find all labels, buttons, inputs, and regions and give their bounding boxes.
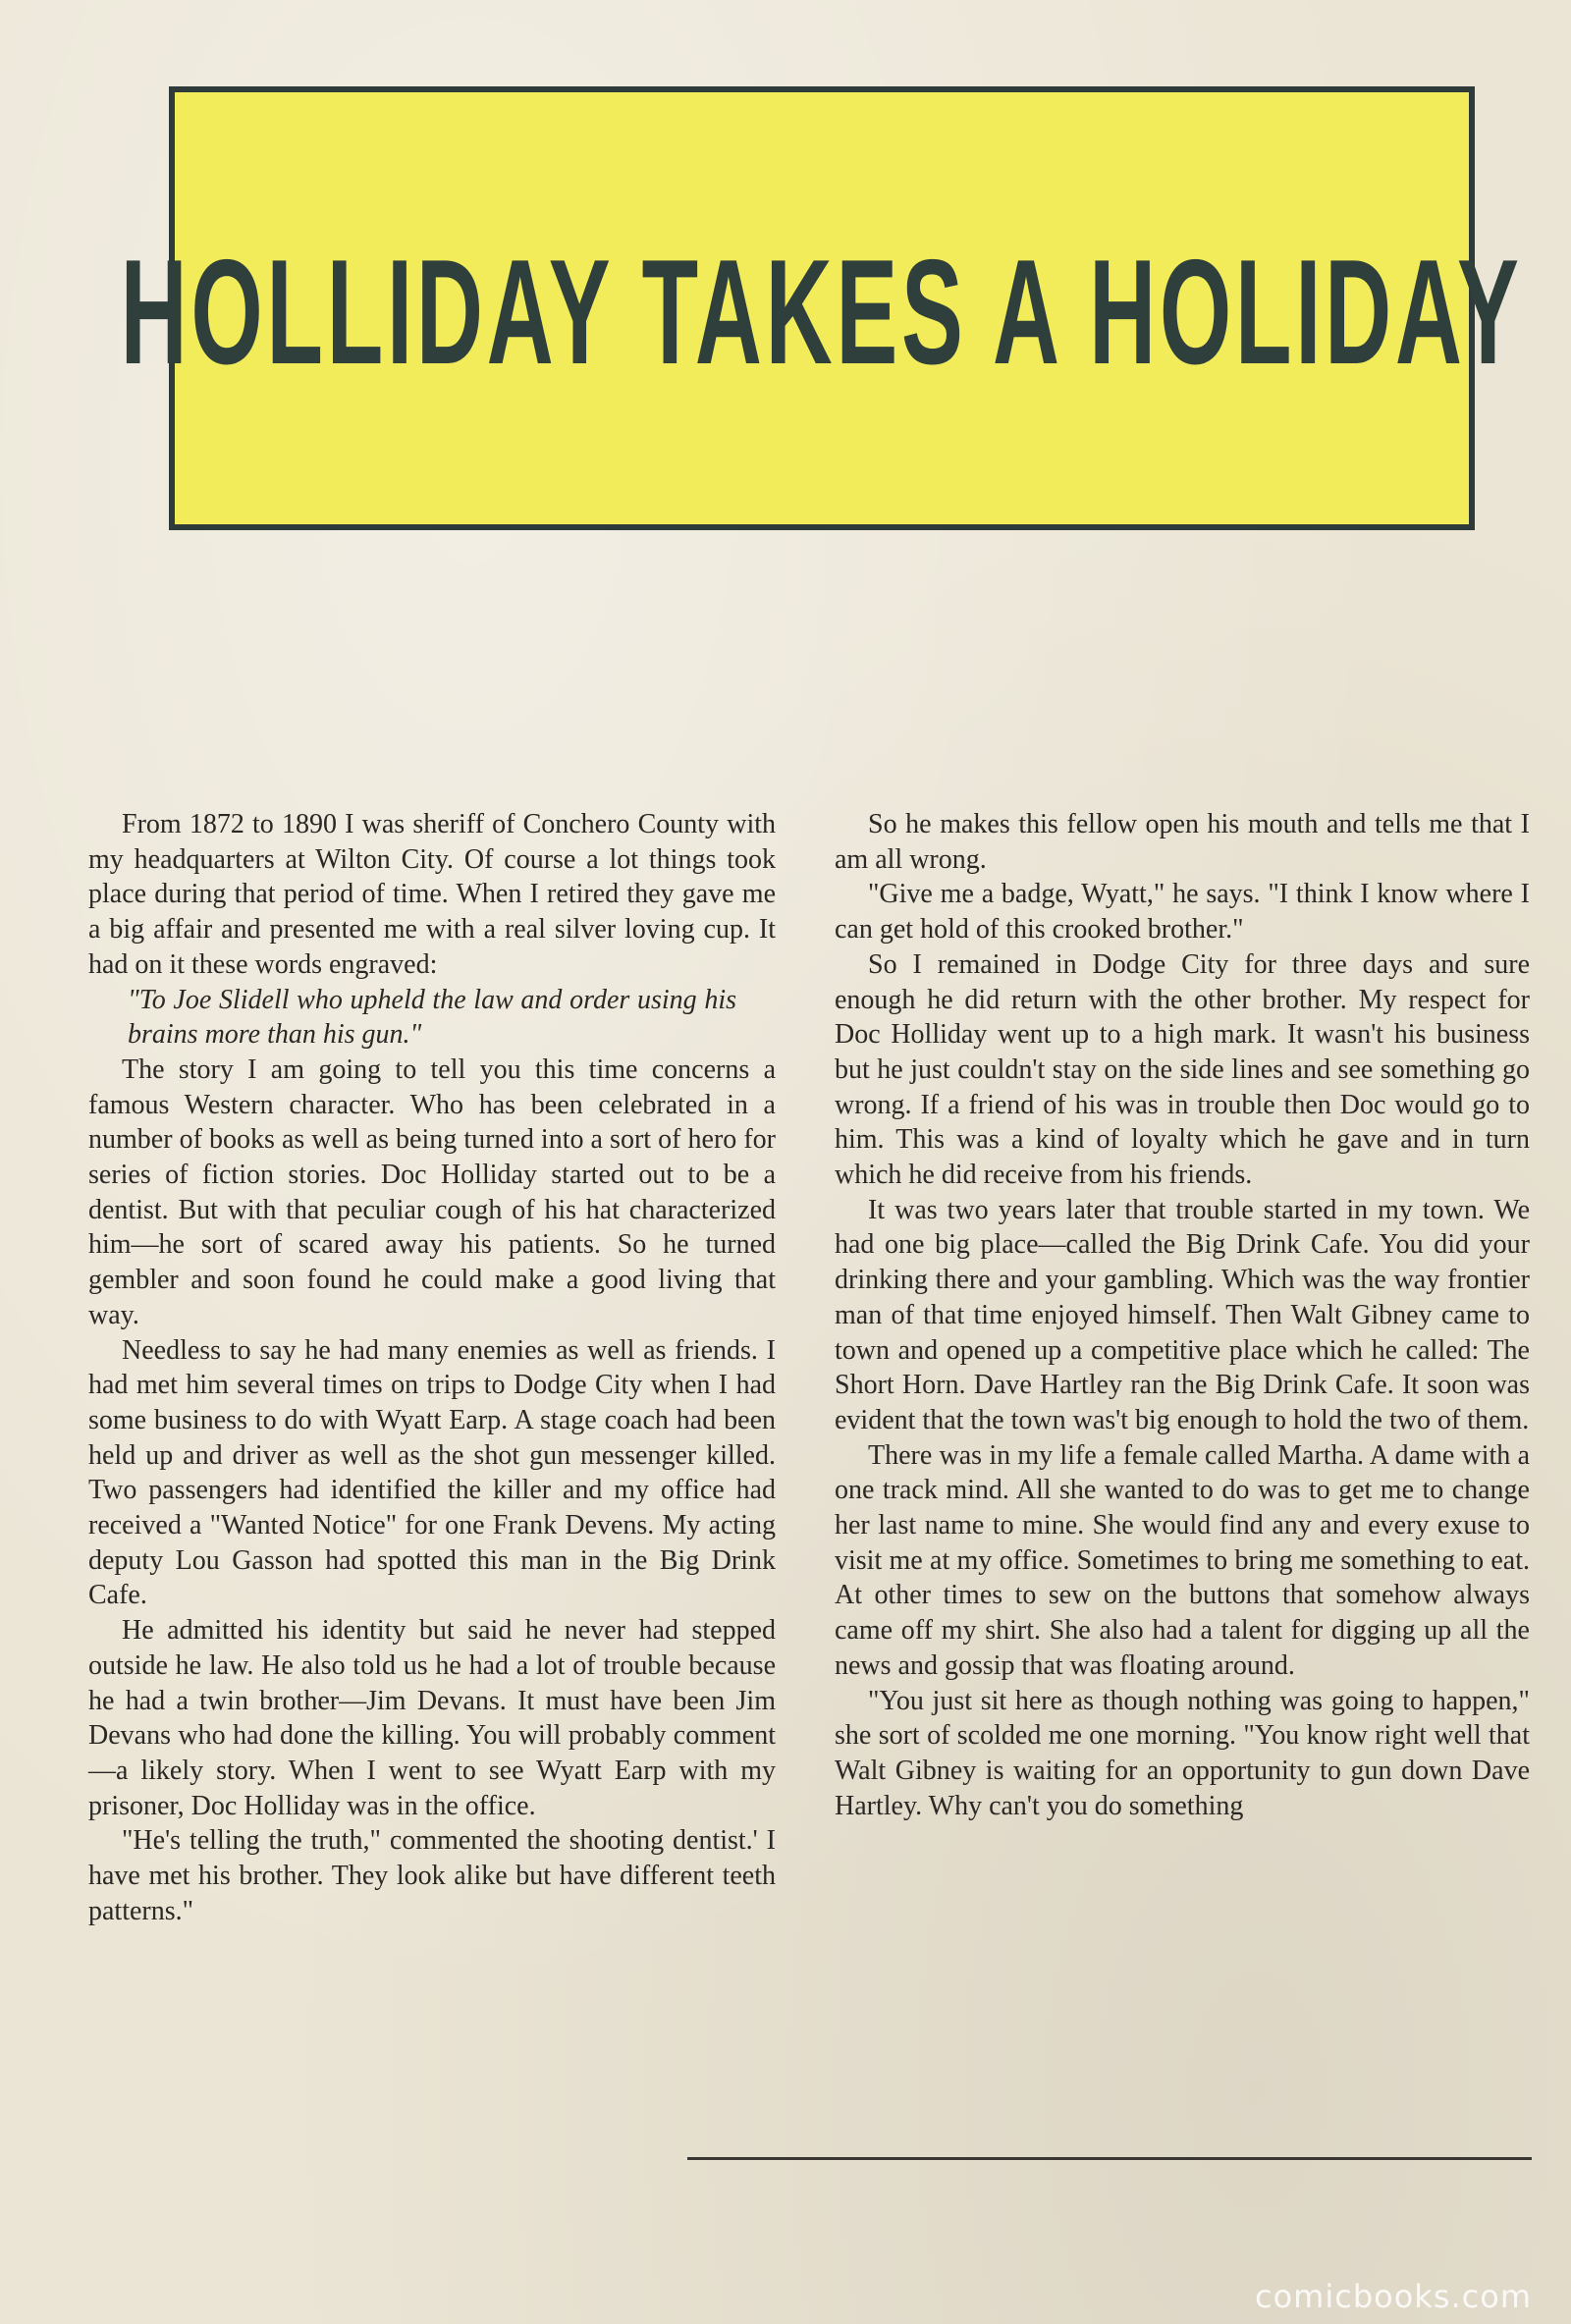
- paragraph: "Give me a badge, Wyatt," he says. "I think I know where I can get hold of this crooked brother.": [835, 879, 1530, 946]
- paragraph: "He's telling the truth," commented the shooting dentist.' I have met his brother. They look alike but have different teeth patterns.": [88, 1825, 776, 1926]
- paragraph: Needless to say he had many enemies as well as friends. I had met him several times on trips to Dodge City when I had some business to do with Wyatt Earp. A stage coach had been held up and driver as well as the shot gun messenger killed. Two passengers had identified the killer and my office had received a "Wanted Notice" for one Frank Devens. My acting deputy Lou Gasson had spotted this man in the Big Drink Cafe.: [88, 1334, 776, 1611]
- right-column: [835, 807, 1530, 1823]
- site-watermark: comicbooks.com: [1254, 2278, 1532, 2315]
- title-banner: [120, 86, 1524, 530]
- paragraph: It was two years later that trouble started in my town. We had one big place—called the Big Drink Cafe. You did your drinking there and your gambling. Which was the way frontier man of that time enjoyed himself. Then Walt Gibney came to town and opened up a competitive place which he called: The Short Horn. Dave Hartley ran the Big Drink Cafe. It soon was evident that the town was't big enough to hold the two of them.: [835, 1194, 1530, 1435]
- paragraph: From 1872 to 1890 I was sheriff of Conchero County with my headquarters at Wilton City. Of course a lot things took place during that period of time. When I retired they gave me a big affair and presented me with a real silver loving cup. It had on it these words engraved:: [88, 809, 776, 980]
- paragraph: So I remained in Dodge City for three days and sure enough he did return with the other brother. My respect for Doc Holliday went up to a high mark. It wasn't his business but he just couldn't stay on the side lines and see something go wrong. If a friend of his was in trouble then Doc would go to him. This was a kind of loyalty which he gave and in turn which he did receive from his friends.: [835, 948, 1530, 1191]
- left-column: [88, 807, 776, 1929]
- paragraph: "You just sit here as though nothing was going to happen," she sort of scolded me one morning. "You know right well that Walt Gibney is waiting for an opportunity to gun down Dave Hartley. Why can't you do something: [835, 1685, 1530, 1821]
- paragraph: He admitted his identity but said he never had stepped outside he law. He also told us he had a lot of trouble because he had a twin brother—Jim Devans. It must have been Jim Devans who had done the killing. You will probably comment—a likely story. When I went to see Wyatt Earp with my prisoner, Doc Holliday was in the office.: [88, 1615, 776, 1821]
- story-title: HOLLIDAY TAKES A HOLIDAY: [120, 228, 1524, 396]
- paragraph: The story I am going to tell you this time concerns a famous Western character. Who has been celebrated in a number of books as well as being turned into a sort of hero for series of fiction stories. Doc Holliday started out to be a dentist. But with that peculiar cough of his hat characterized him—he sort of scared away his patients. So he turned gembler and soon found he could make a good living that way.: [88, 1054, 776, 1330]
- bottom-divider: [687, 2157, 1532, 2160]
- paragraph: So he makes this fellow open his mouth and tells me that I am all wrong.: [835, 809, 1530, 875]
- engraved-quote: "To Joe Slidell who upheld the law and order using his brains more than his gun.": [128, 984, 736, 1051]
- paragraph: There was in my life a female called Martha. A dame with a one track mind. All she wanted to do was to get me to change her last name to mine. She would find any and every exuse to visit me at my office. Sometimes to bring me something to eat. At other times to sew on the buttons that somehow always came off my shirt. She also had a talent for digging up all the news and gossip that was floating around.: [835, 1439, 1530, 1681]
